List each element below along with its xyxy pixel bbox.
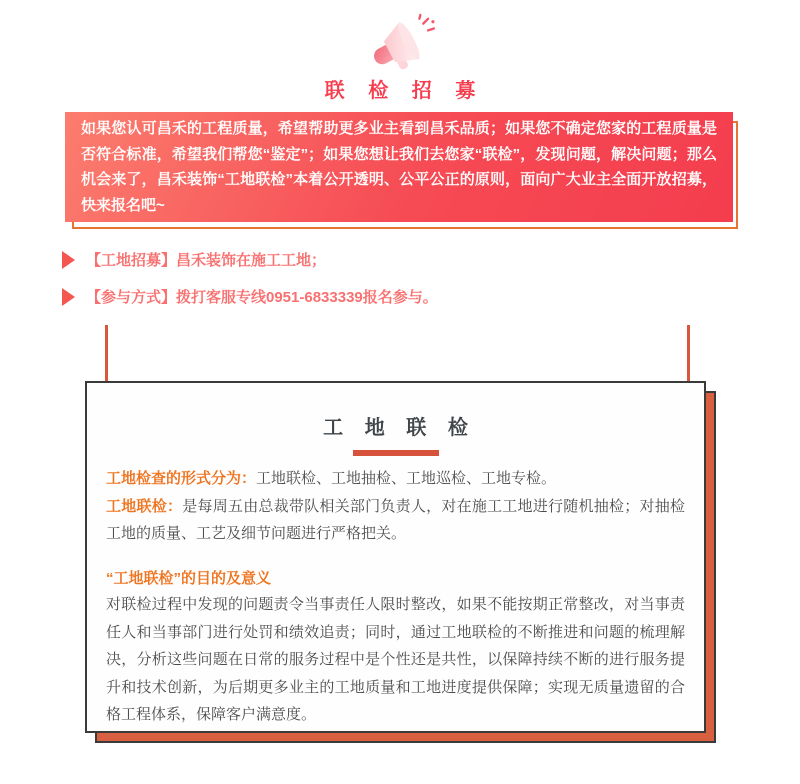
pin-line-left (105, 325, 108, 389)
joint-inspection-lead: 工地联检： (106, 497, 183, 515)
pin-line-right (687, 325, 690, 389)
bullet-participate (62, 286, 438, 307)
inspection-forms-text: 工地联检、工地抽检、工地巡检、工地专检。 (256, 470, 557, 487)
inspection-forms-lead: 工地检查的形式分为： (106, 470, 257, 487)
card-title: 工 地 联 检 (323, 417, 476, 439)
bullet-label: 【参与方式】拨打客服专线0951-6833339报名参与。 (86, 289, 438, 306)
purpose-text: 对联检过程中发现的问题责令当事责任人限时整改，如果不能按期正常整改，对当事责任人和当事部门进行处罚和绩效追责；同时，通过工地联检的不断推进和问题的梳理解决，分析这些问题在日常的服务过程中是个性还是共性，以保障持续不断的进行服务提升和技术创新，为后期更多业主的工地质量和工地进度提供保障；实现无质量遗留的合格工程体系，保障客户满意度。 (106, 596, 685, 723)
arrow-right-icon (62, 251, 75, 269)
megaphone-icon (356, 12, 444, 74)
purpose-heading: “工地联检”的目的及意义 (106, 570, 272, 587)
inspection-forms-line (106, 465, 685, 493)
card-body (106, 465, 685, 548)
bullet-label: 【工地招募】昌禾装饰在施工工地； (86, 252, 327, 269)
banner-text: 如果您认可昌禾的工程质量，希望帮助更多业主看到昌禾品质；如果您不确定您家的工程质量是否符合标准，希望我们帮您“鉴定”；如果您想让我们去您家“联检”，发现问题，解决问题；那么机会来了，昌禾装饰“工地联检”本着公开透明、公平公正的原则，面向广大业主全面开放招募，快来报名吧~ (65, 112, 733, 222)
page-title: 联 检 招 募 (324, 80, 485, 102)
joint-inspection-line (106, 493, 685, 548)
joint-inspection-text: 是每周五由总裁带队相关部门负责人，对在施工工地进行随机抽检；对抽检工地的质量、工艺及细节问题进行严格把关。 (106, 497, 685, 542)
joint-inspection-card (85, 381, 706, 733)
title-underline (353, 450, 439, 456)
arrow-right-icon (62, 288, 75, 306)
intro-banner (65, 112, 733, 222)
bullet-site-recruit (62, 249, 326, 270)
